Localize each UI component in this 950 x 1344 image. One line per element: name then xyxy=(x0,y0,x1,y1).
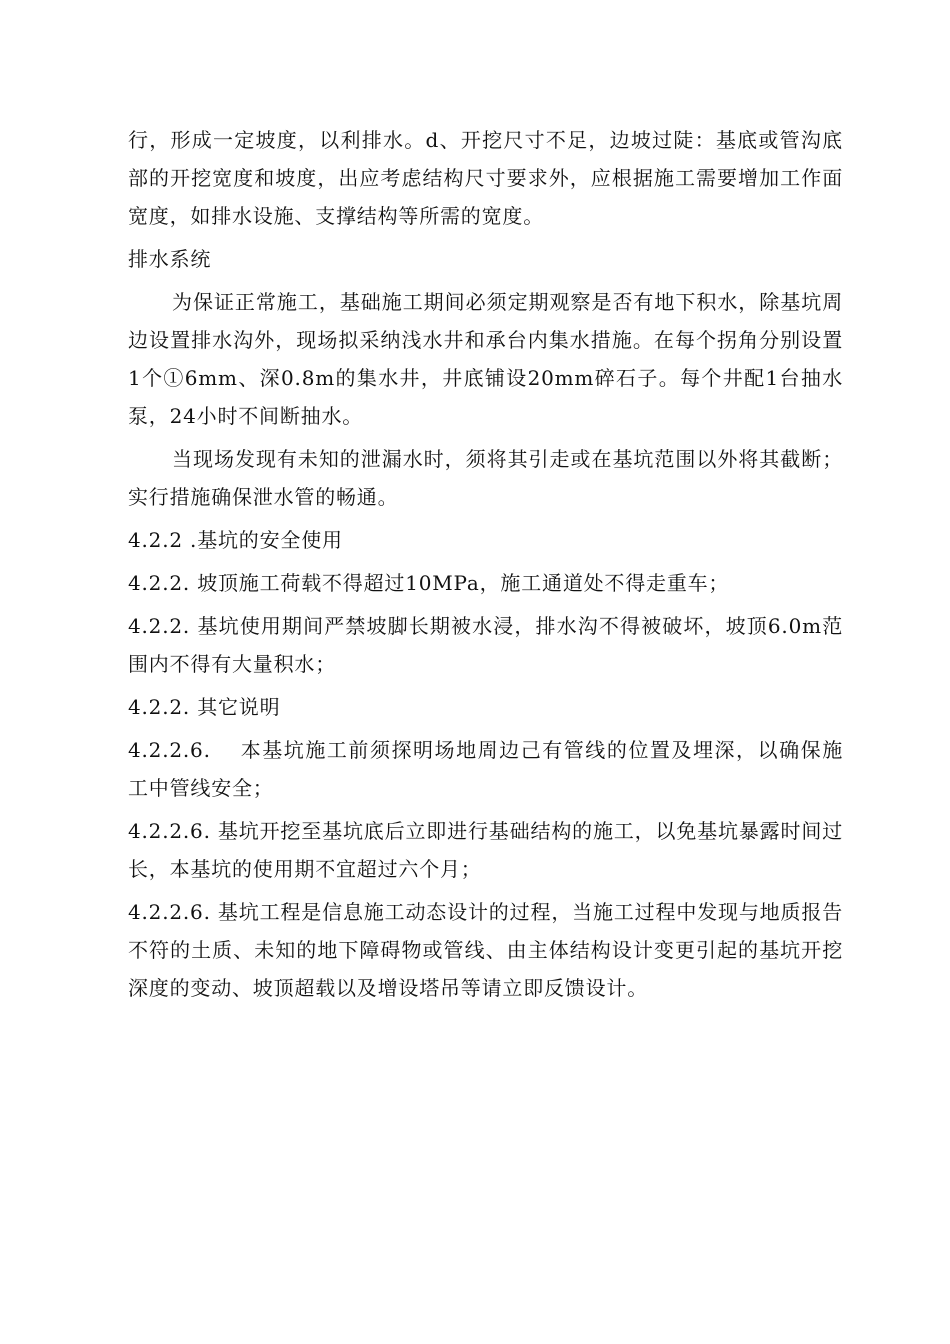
paragraph-slope-top-load: 4.2.2. 坡顶施工荷载不得超过10MPa，施工通道处不得走重车； xyxy=(128,571,730,595)
paragraph-drainage-measures: 为保证正常施工，基础施工期间必须定期观察是否有地下积水，除基坑周边设置排水沟外，现场拟采纳浅水井和承台内集水措施。在每个拐角分别设置1个①6mm、深0.8m的集水井，井底铺设20mm碎石子。每个井配1台抽水泵，24小时不间断抽水。 xyxy=(128,290,843,428)
paragraph-pit-exposure: 4.2.2.6. 基坑开挖至基坑底后立即进行基础结构的施工，以免基坑暴露时间过长，本基坑的使用期不宜超过六个月； xyxy=(128,819,843,881)
heading-pit-safe-use: 4.2.2 .基坑的安全使用 xyxy=(128,528,343,552)
paragraph-slope-foot-water: 4.2.2. 基坑使用期间严禁坡脚长期被水浸，排水沟不得被破坏，坡顶6.0m范围内不得有大量积水； xyxy=(128,614,843,676)
paragraph-excavation-continued: 行，形成一定坡度，以利排水。d、开挖尺寸不足，边坡过陡：基底或管沟底部的开挖宽度和坡度，出应考虑结构尺寸要求外，应根据施工需要增加工作面宽度，如排水设施、支撑结构等所需的宽度。 xyxy=(128,128,843,228)
document-body xyxy=(128,121,843,1012)
clause-number: 4.2.2.6. xyxy=(128,738,211,762)
paragraph-pipeline-survey-text: 本基坑施工前须探明场地周边己有管线的位置及埋深，以确保施工中管线安全； xyxy=(128,738,843,800)
heading-other-notes: 4.2.2. 其它说明 xyxy=(128,695,281,719)
paragraph-leakage-handling: 当现场发现有未知的泄漏水时，须将其引走或在基坑范围以外将其截断；实行措施确保泄水管的畅通。 xyxy=(128,447,843,509)
heading-drainage-system: 排水系统 xyxy=(128,247,212,271)
paragraph-pipeline-survey xyxy=(128,731,843,807)
paragraph-dynamic-design: 4.2.2.6. 基坑工程是信息施工动态设计的过程，当施工过程中发现与地质报告不符的土质、未知的地下障碍物或管线、由主体结构设计变更引起的基坑开挖深度的变动、坡顶超载以及增设塔吊等请立即反馈设计。 xyxy=(128,900,843,1000)
